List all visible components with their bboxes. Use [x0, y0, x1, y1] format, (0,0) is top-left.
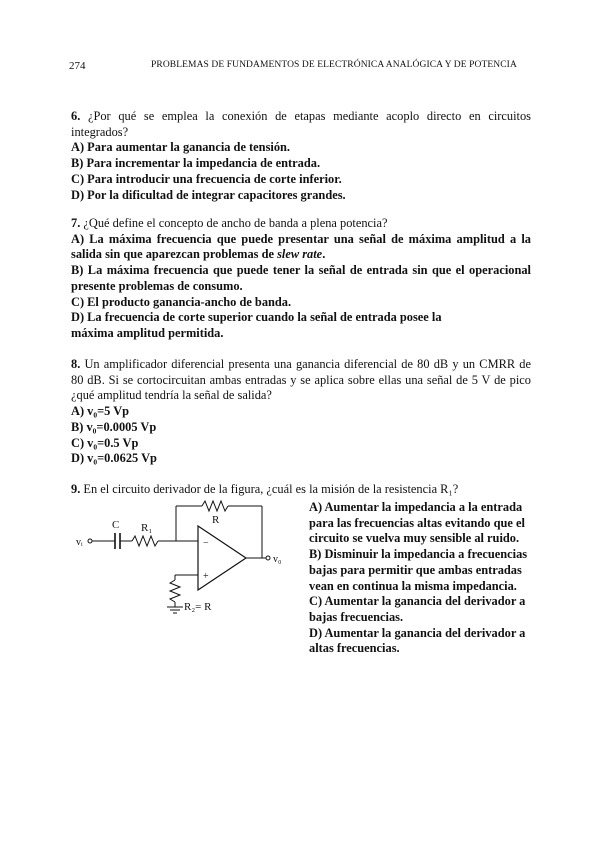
- question-9-option-a: A) Aumentar la impedancia a la entrada para las frecuencias altas evitando que el circuito se vuelva muy sensible al ruido.: [309, 500, 525, 546]
- question-6: [71, 109, 531, 203]
- question-9-option-d: D) Aumentar la ganancia del derivador a altas frecuencias.: [309, 625, 526, 656]
- question-7-option-c: C) El producto ganancia-ancho de banda.: [71, 294, 292, 309]
- question-9: [71, 482, 531, 498]
- question-7-option-a-italic: slew rate: [277, 247, 323, 262]
- question-7-option-a: [71, 232, 531, 263]
- question-8-option-a: A) v₀=5 Vp: [71, 404, 130, 419]
- feedback-resistor-r: [202, 501, 228, 511]
- question-9-options: [309, 500, 534, 657]
- differentiator-circuit-diagram: [70, 498, 300, 623]
- plus-sign: +: [203, 571, 209, 582]
- question-6-option-d: D) Por la dificultad de integrar capacitores grandes.: [71, 187, 346, 202]
- question-7-option-d: D) La frecuencia de corte superior cuando la señal de entrada posee la máxima amplitud permitida.: [71, 310, 442, 340]
- question-8: [71, 357, 531, 467]
- question-7-text: ¿Qué define el concepto de ancho de banda a plena potencia?: [80, 216, 388, 230]
- question-9-text: En el circuito derivador de la figura, ¿cuál es la misión de la resistencia R₁?: [80, 482, 459, 496]
- question-6-number: 6.: [71, 109, 81, 123]
- question-6-option-a: A) Para aumentar la ganancia de tensión.: [71, 140, 291, 155]
- question-7-stem: [71, 216, 531, 232]
- resistor-r2: [170, 580, 180, 602]
- question-7-option-a-end: .: [322, 247, 326, 262]
- output-label: v₀: [273, 554, 282, 565]
- capacitor-label: C: [112, 519, 120, 531]
- question-8-text: Un amplificador diferencial presenta una ganancia diferencial de 80 dB y un CMRR de 80 dB. Si se cortocircuitan ambas entradas y se aplica sobre ellas una señal de 5 V de pico ¿qué amplitud tendría la señal de salida?: [71, 357, 531, 403]
- resistor-r1: [132, 536, 158, 546]
- question-7-option-a-text: A) La máxima frecuencia que puede presentar una señal de máxima amplitud a la salida sin que aparezcan problemas de: [71, 231, 531, 262]
- output-terminal: [266, 556, 270, 560]
- input-label: vᵢ: [76, 537, 83, 548]
- question-7-number: 7.: [71, 216, 81, 230]
- question-8-number: 8.: [71, 357, 81, 371]
- question-8-option-c: C) v₀=0.5 Vp: [71, 435, 139, 450]
- r1-label: R₁: [141, 522, 153, 534]
- question-6-text: ¿Por qué se emplea la conexión de etapas mediante acoplo directo en circuitos integrados?: [71, 109, 531, 139]
- question-6-option-b: B) Para incrementar la impedancia de entrada.: [71, 156, 321, 171]
- running-title: PROBLEMAS DE FUNDAMENTOS DE ELECTRÓNICA ANALÓGICA Y DE POTENCIA: [151, 60, 517, 70]
- rf-label: R: [212, 514, 220, 526]
- question-6-option-c: C) Para introducir una frecuencia de corte inferior.: [71, 171, 342, 186]
- r2-label: R₂= R: [184, 601, 212, 613]
- page-number: 274: [69, 60, 86, 72]
- input-terminal: [88, 539, 92, 543]
- minus-sign: −: [203, 538, 209, 549]
- question-6-stem: [71, 109, 531, 140]
- question-7-option-b: B) La máxima frecuencia que puede tener la señal de entrada sin que el operacional presente problemas de consumo.: [71, 263, 531, 293]
- question-9-number: 9.: [71, 482, 81, 496]
- page-header: [69, 60, 531, 76]
- question-8-option-d: D) v₀=0.0625 Vp: [71, 451, 157, 466]
- question-7: [71, 216, 531, 342]
- question-8-stem: [71, 357, 531, 404]
- question-9-option-b: B) Disminuir la impedancia a frecuencias bajas para permitir que ambas entradas vean en continua la misma impedancia.: [309, 547, 528, 593]
- question-8-option-b: B) v₀=0.0005 Vp: [71, 419, 157, 434]
- question-9-stem: [71, 482, 531, 498]
- question-9-option-c: C) Aumentar la ganancia del derivador a bajas frecuencias.: [309, 594, 526, 624]
